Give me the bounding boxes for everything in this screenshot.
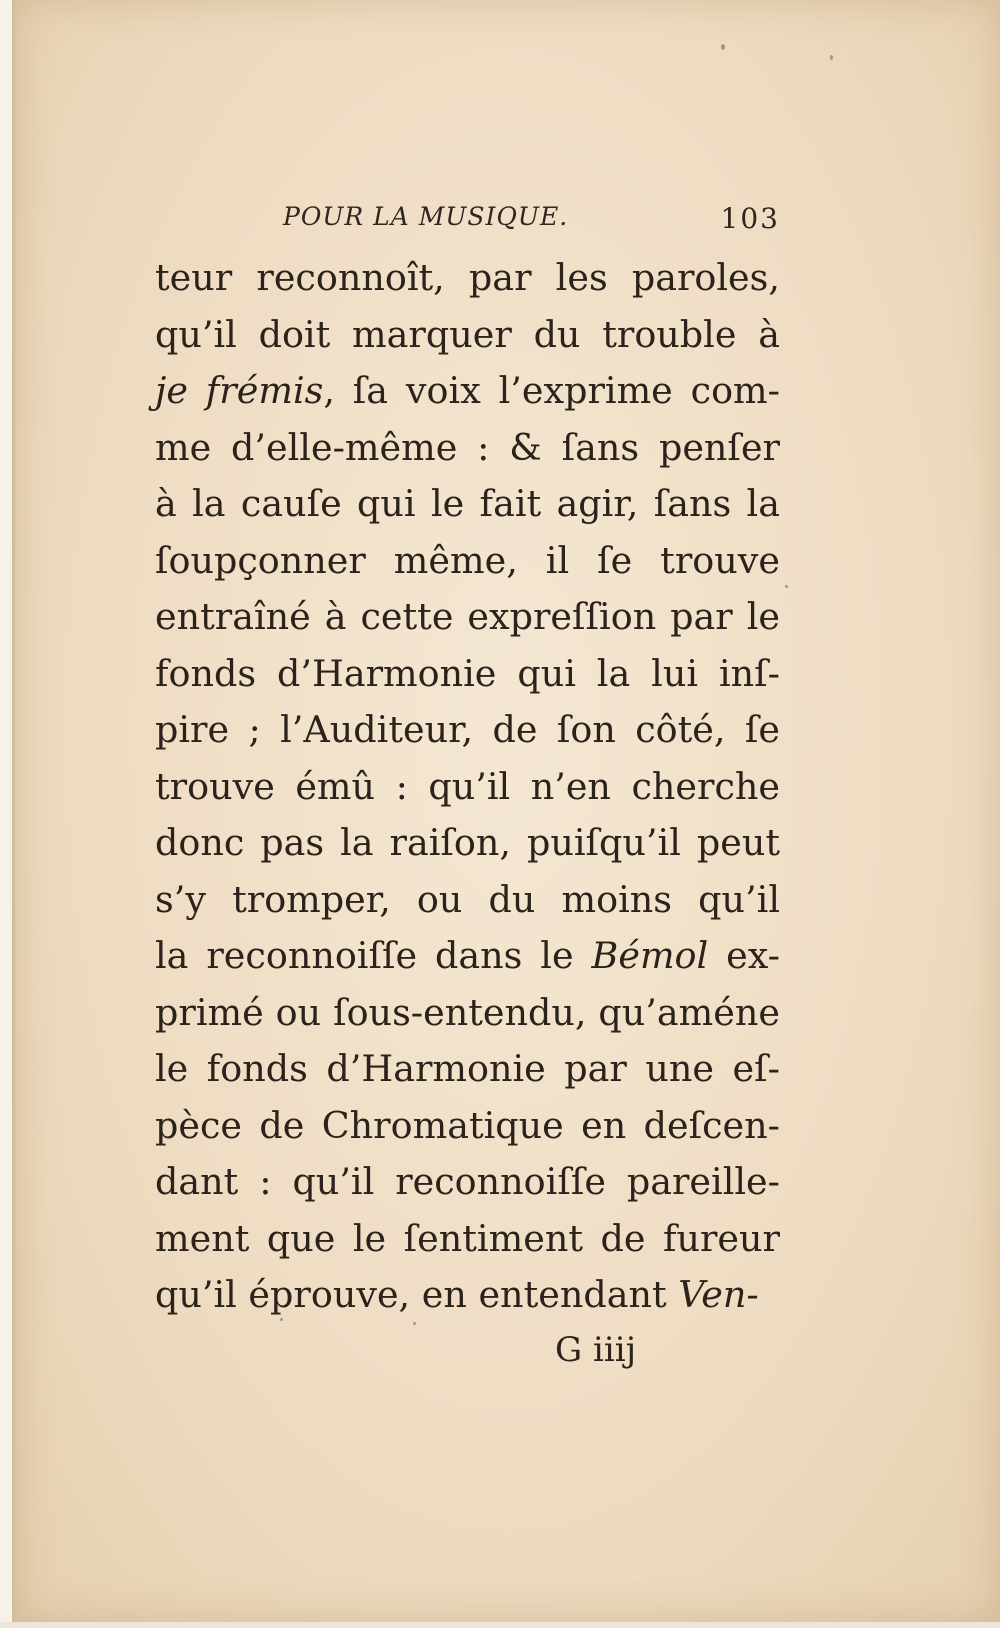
italic-phrase: je frémis bbox=[155, 369, 324, 412]
running-head-title: POUR LA MUSIQUE. bbox=[283, 202, 569, 231]
text-line: ment que le ſentiment de fureur bbox=[155, 1216, 780, 1260]
text-line: le fonds d’Harmonie par une eſ- bbox=[155, 1047, 780, 1090]
text-line: dant : qu’il reconnoiſſe pareille- bbox=[155, 1160, 780, 1203]
body-text bbox=[155, 250, 780, 1324]
text-line: entraîné à cette expreſſion par le bbox=[155, 595, 780, 638]
text-line: je frémis, ſa voix l’exprime com- bbox=[155, 369, 780, 412]
text-line: teur reconnoît, par les paroles, bbox=[155, 256, 780, 299]
text-line: s’y tromper, ou du moins qu’il bbox=[155, 877, 780, 921]
page-number: 103 bbox=[720, 202, 780, 235]
paper-speck bbox=[785, 585, 788, 588]
text-line: pèce de Chromatique en deſcen- bbox=[155, 1103, 780, 1147]
paper-leaf bbox=[12, 0, 1000, 1622]
text-line: pire ; l’Auditeur, de ſon côté, ſe bbox=[155, 708, 780, 751]
italic-word: Ven- bbox=[678, 1273, 759, 1316]
paper-speck bbox=[413, 1322, 416, 1325]
text-line: ſoupçonner même, il ſe trouve bbox=[155, 538, 780, 582]
scan-edge bbox=[0, 1622, 1000, 1628]
text-line: fonds d’Harmonie qui la lui inſ- bbox=[155, 651, 780, 695]
paper-speck bbox=[280, 1318, 283, 1321]
text-line: à la cauſe qui le fait agir, ſans la bbox=[155, 482, 780, 525]
signature-mark: G iiij bbox=[555, 1330, 637, 1370]
text-line: la reconnoiſſe dans le Bémol ex- bbox=[155, 934, 781, 977]
paper-speck bbox=[721, 44, 725, 50]
text-line: primé ou ſous-entendu, qu’améne bbox=[155, 990, 780, 1034]
text-line: me d’elle-même : & ſans penſer bbox=[155, 425, 780, 469]
text-line: trouve émû : qu’il n’en cherche bbox=[155, 764, 780, 808]
text-line: qu’il doit marquer du trouble à bbox=[155, 312, 780, 356]
running-head bbox=[155, 196, 780, 246]
paper-speck bbox=[830, 55, 833, 60]
italic-word: Bémol bbox=[591, 934, 709, 977]
text-line: donc pas la raiſon, puiſqu’il peut bbox=[155, 821, 780, 864]
text-line: qu’il éprouve, en entendant Ven- bbox=[155, 1273, 759, 1316]
